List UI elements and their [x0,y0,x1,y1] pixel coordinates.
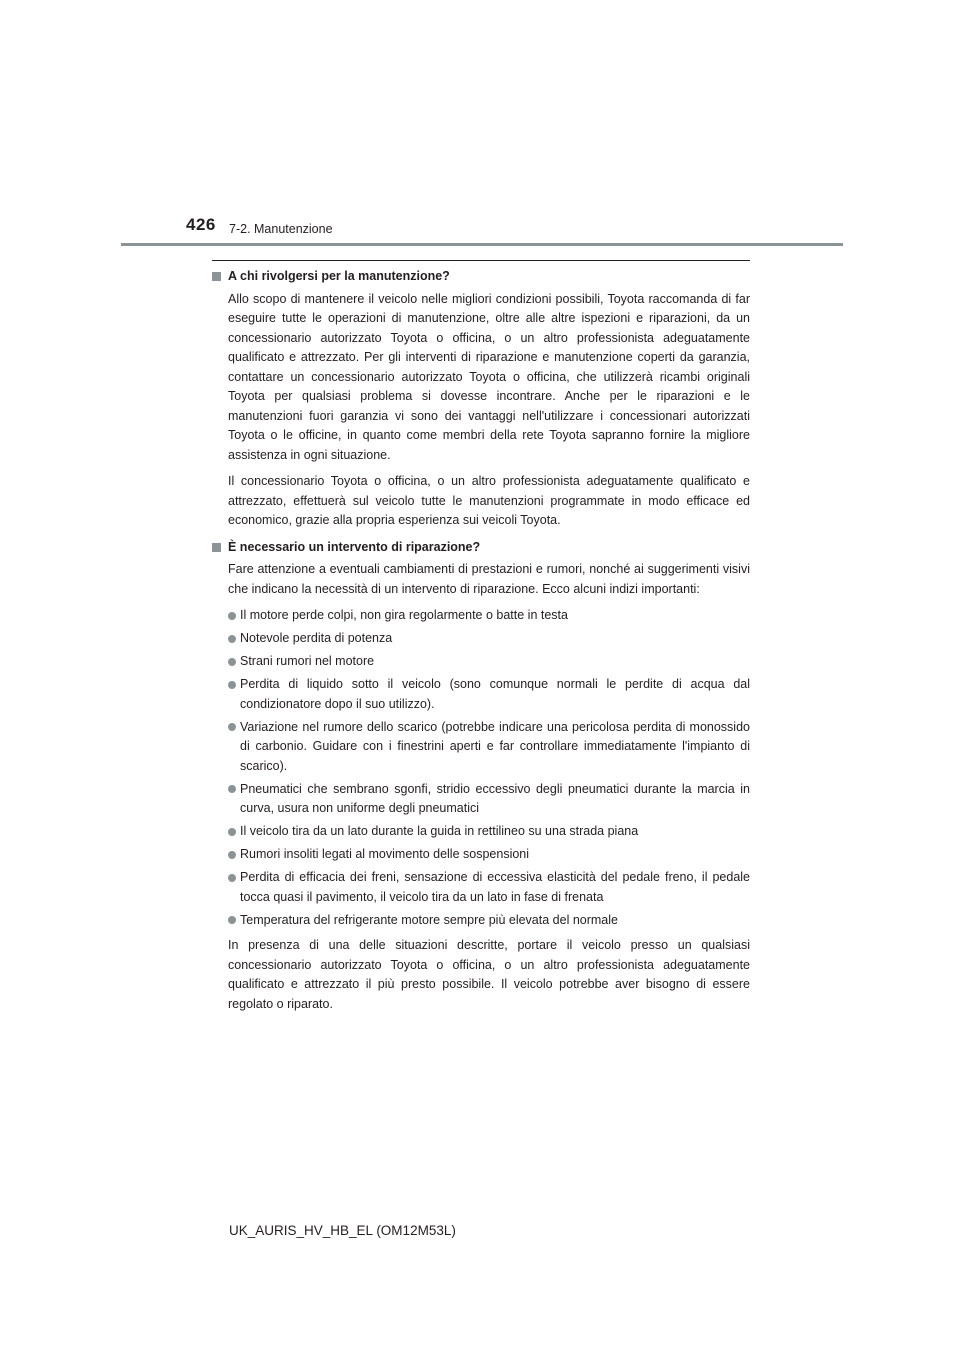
list-item: Perdita di liquido sotto il veicolo (sono comunque normali le perdite di acqua dal condizionatore dopo il suo utilizzo). [228,675,750,714]
content-area [212,267,750,1021]
circle-bullet-icon [228,874,236,882]
list-item: Pneumatici che sembrano sgonfi, stridio eccessivo degli pneumatici durante la marcia in curva, usura non uniforme degli pneumatici [228,780,750,819]
circle-bullet-icon [228,828,236,836]
circle-bullet-icon [228,658,236,666]
closing-paragraph: In presenza di una delle situazioni descritte, portare il veicolo presso un qualsiasi concessionario autorizzato Toyota o officina, o un altro professionista adeguatamente qualificato e attrezzato il più presto possibile. Il veicolo potrebbe aver bisogno di essere regolato o riparato. [228,938,750,1011]
list-item: Notevole perdita di potenza [228,629,750,649]
section-heading: A chi rivolgersi per la manutenzione? [212,267,750,287]
list-item: Il motore perde colpi, non gira regolarmente o batte in testa [228,606,750,626]
circle-bullet-icon [228,635,236,643]
list-item: Temperatura del refrigerante motore sempre più elevata del normale [228,911,750,931]
square-bullet-icon [212,272,221,281]
circle-bullet-icon [228,916,236,924]
section-heading: È necessario un intervento di riparazione? [212,538,750,558]
circle-bullet-icon [228,851,236,859]
content-rule [212,260,750,261]
paragraph: Il concessionario Toyota o officina, o un altro professionista adeguatamente qualificato e attrezzato, effettuerà sul veicolo tutte le manutenzioni programmate in modo efficace ed economico, grazie alla propria esperienza sui veicoli Toyota. [228,474,750,527]
paragraph: Fare attenzione a eventuali cambiamenti di prestazioni e rumori, nonché ai suggerimenti visivi che indicano la necessità di un intervento di riparazione. Ecco alcuni indizi importanti: [228,562,750,596]
square-bullet-icon [212,543,221,552]
paragraph: Allo scopo di mantenere il veicolo nelle migliori condizioni possibili, Toyota raccomanda di far eseguire tutte le operazioni di manutenzione, oltre alle altre ispezioni e riparazioni, da un concessionario autorizzato Toyota o officina, o un altro professionista adeguatamente qualificato e attrezzato. Per gli interventi di riparazione e manutenzione coperti da garanzia, contattare un concessionario autorizzato Toyota o officina, che utilizzerà ricambi originali Toyota per qualsiasi problema si dovesse incontrare. Anche per le riparazioni e le manutenzioni fuori garanzia vi sono dei vantaggi nell'utilizzare i concessionari autorizzati Toyota o le officine, in quanto come membri della rete Toyota sapranno fornire la migliore assistenza in ogni situazione. [228,291,750,462]
section-title: 7-2. Manutenzione [229,222,333,236]
circle-bullet-icon [228,785,236,793]
circle-bullet-icon [228,612,236,620]
list-item: Rumori insoliti legati al movimento delle sospensioni [228,845,750,865]
list-item: Strani rumori nel motore [228,652,750,672]
list-item: Perdita di efficacia dei freni, sensazione di eccessiva elasticità del pedale freno, il pedale tocca quasi il pavimento, il veicolo tira da un lato in fase di frenata [228,868,750,907]
list-item: Variazione nel rumore dello scarico (potrebbe indicare una pericolosa perdita di monossido di carbonio. Guidare con i finestrini aperti e far controllare immediatamente l'impianto di scarico). [228,718,750,777]
list-item: Il veicolo tira da un lato durante la guida in rettilineo su una strada piana [228,822,750,842]
circle-bullet-icon [228,723,236,731]
header-rule [121,243,843,246]
circle-bullet-icon [228,681,236,689]
page-number: 426 [186,215,216,234]
document-code: UK_AURIS_HV_HB_EL (OM12M53L) [229,1223,456,1238]
symptom-list [228,606,750,930]
